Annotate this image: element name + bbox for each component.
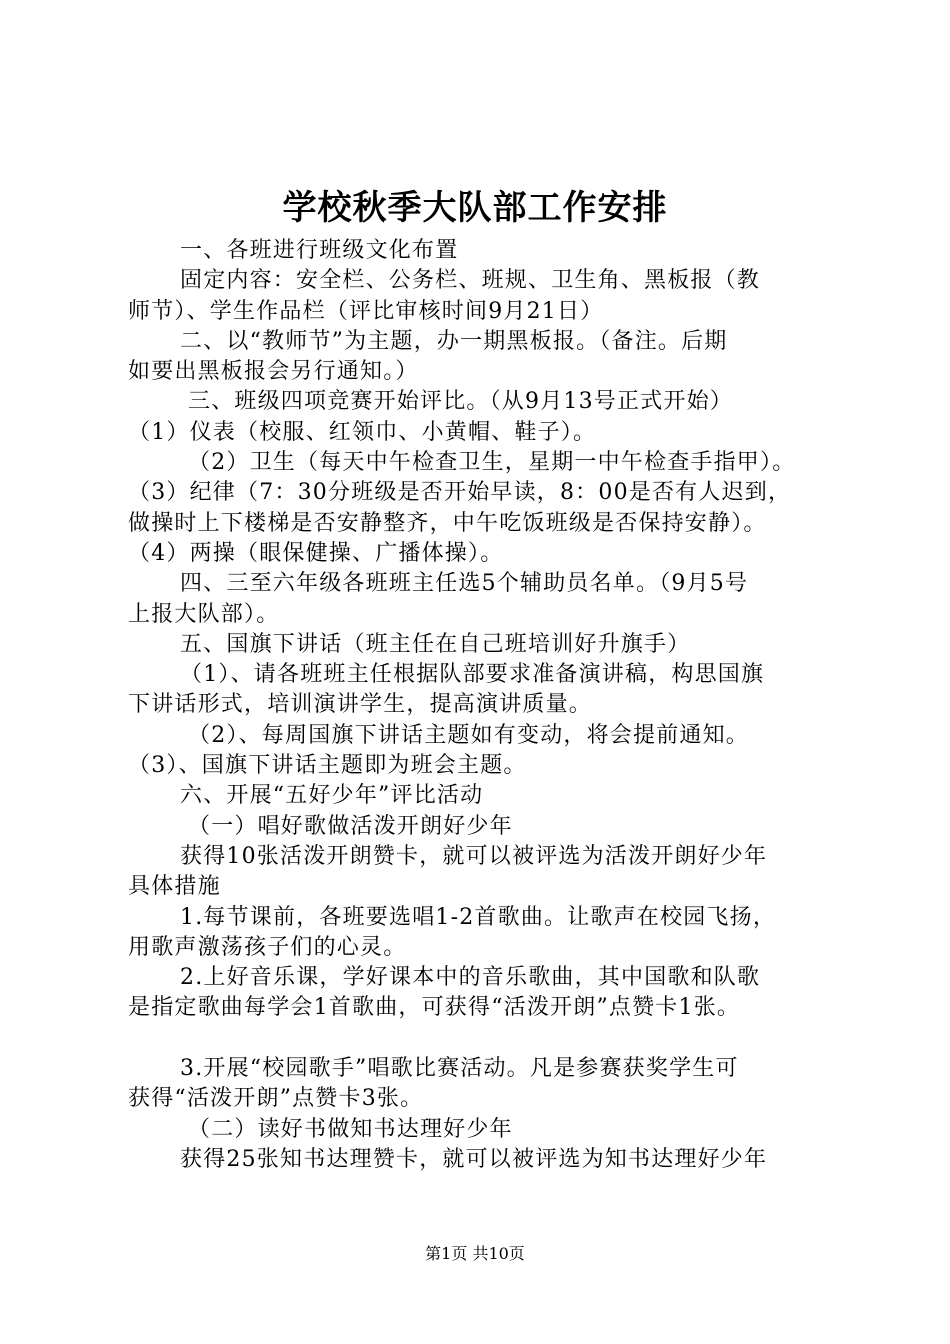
paragraph-line: （1）仪表（校服、红领巾、小黄帽、鞋子）。 [128,419,597,445]
document-title: 学校秋季大队部工作安排 [282,188,668,228]
paragraph-line: （4）两操（眼保健操、广播体操）。 [128,540,504,566]
paragraph-line: （3）、国旗下讲话主题即为班会主题。 [128,753,527,779]
section-heading-3: 三、班级四项竞赛开始评比。（从9月13号正式开始） [188,389,733,415]
paragraph-line: 获得10张活泼开朗赞卡，就可以被评选为活泼开朗好少年 [180,843,768,869]
paragraph-line: 是指定歌曲每学会1首歌曲，可获得“活泼开朗”点赞卡1张。 [128,995,741,1021]
subsection-heading: （二）读好书做知书达理好少年 [188,1116,513,1142]
section-heading-4: 四、三至六年级各班班主任选5个辅助员名单。（9月5号 [180,571,749,597]
page-footer: 第1页 共10页 [425,1244,525,1263]
paragraph-line: 做操时上下楼梯是否安静整齐，中午吃饭班级是否保持安静）。 [128,510,767,536]
paragraph-line: 具体措施 [128,874,221,900]
section-heading-5: 五、国旗下讲话（班主任在自己班培训好升旗手） [180,631,691,657]
paragraph-line: （1）、请各班班主任根据队部要求准备演讲稿，构思国旗 [180,662,765,688]
section-heading-2: 二、以“教师节”为主题，办一期黑板报。（备注。后期 [180,328,728,354]
section-heading-1: 一、各班进行班级文化布置 [180,238,459,263]
paragraph-line: （2）、每周国旗下讲话主题如有变动，将会提前通知。 [188,722,749,748]
paragraph-line: 下讲话形式，培训演讲学生，提高演讲质量。 [128,692,593,718]
list-item-line: 3.开展“校园歌手”唱歌比赛活动。凡是参赛获奖学生可 [180,1056,739,1082]
paragraph-line: 获得“活泼开朗”点赞卡3张。 [128,1086,424,1112]
blank-line [128,1024,840,1054]
paragraph-line: （2）卫生（每天中午检查卫生，星期一中午检查手指甲）。 [188,450,796,476]
subsection-heading: （一）唱好歌做活泼开朗好少年 [188,813,513,839]
document-body [128,236,840,1175]
list-item-line: 1.每节课前，各班要选唱1-2首歌曲。让歌声在校园飞扬， [180,904,777,930]
paragraph-line: 用歌声激荡孩子们的心灵。 [128,934,407,960]
list-item-line: 2.上好音乐课，学好课本中的音乐歌曲，其中国歌和队歌 [180,965,761,991]
paragraph-line: 获得25张知书达理赞卡，就可以被评选为知书达理好少年 [180,1146,768,1172]
paragraph-line: 上报大队部）。 [128,601,280,627]
paragraph-line: 师节）、学生作品栏（评比审核时间9月21日） [128,298,604,324]
paragraph-line: 固定内容：安全栏、公务栏、班规、卫生角、黑板报（教 [180,268,761,294]
section-heading-6: 六、开展“五好少年”评比活动 [180,783,484,809]
paragraph-line: （3）纪律（7：30分班级是否开始早读，8：00是否有人迟到， [128,480,792,506]
paragraph-line: 如要出黑板报会另行通知。） [128,359,419,385]
